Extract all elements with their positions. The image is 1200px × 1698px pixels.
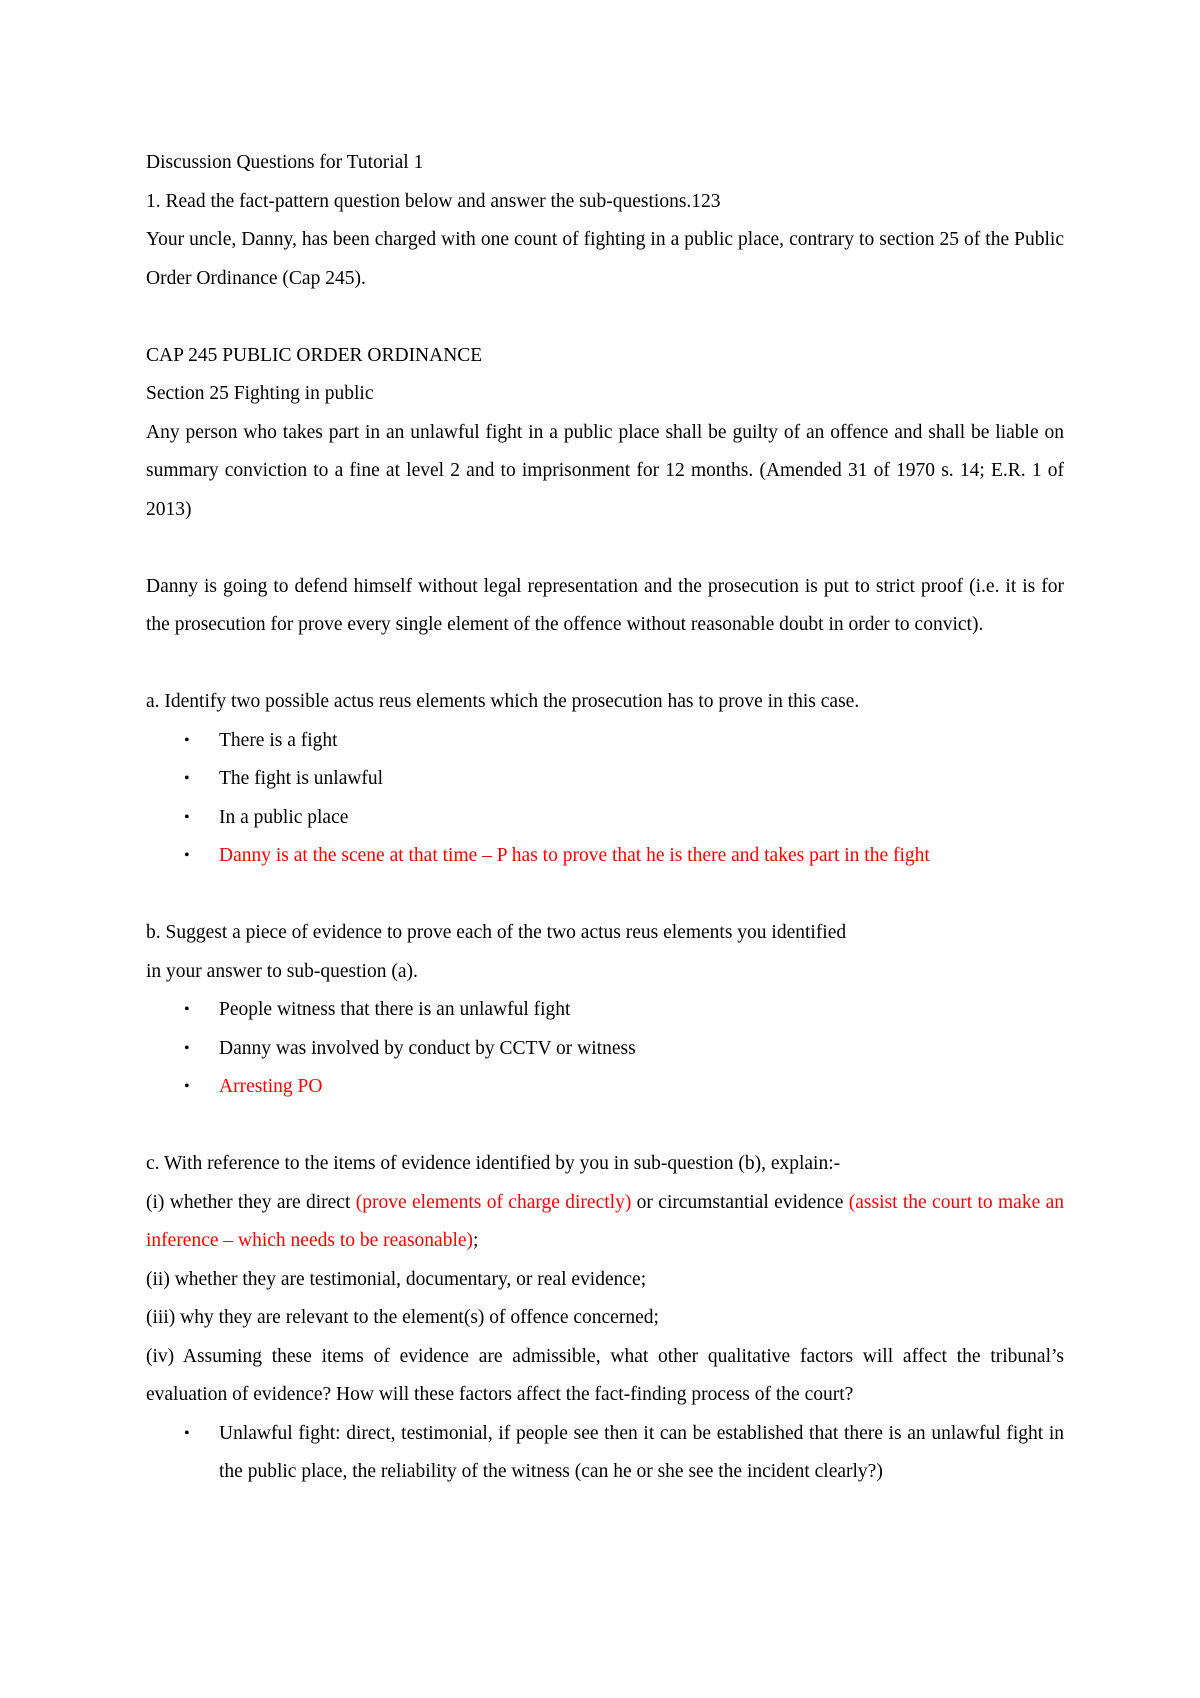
- document-title: Discussion Questions for Tutorial 1: [146, 152, 424, 173]
- question-c-iv: (iv) Assuming these items of evidence are admissible, what other qualitative factors will affect the tribunal’s evaluation of evidence? How will these factors affect the fact-finding process of the court?: [146, 1345, 1064, 1405]
- question-c-i: [146, 1184, 1064, 1261]
- question-c-ii: (ii) whether they are testimonial, documentary, or real evidence;: [146, 1268, 647, 1290]
- spacer: [146, 645, 1064, 684]
- question-b-line-2: in your answer to sub-question (a).: [146, 960, 418, 982]
- defence-text: Danny is going to defend himself without legal representation and the prosecution is put to strict proof (i.e. it is for the prosecution for prove every single element of the offence without reasonable doubt in order to convict).: [146, 575, 1064, 635]
- answer-c-item: Unlawful fight: direct, testimonial, if people see then it can be established that there is an unlawful fight in the public place, the reliability of the witness (can he or she see the incident clearly?): [219, 1422, 1064, 1482]
- answer-b-item: People witness that there is an unlawful fight: [219, 999, 571, 1020]
- question-c: c. With reference to the items of evidence identified by you in sub-question (b), explain:-: [146, 1153, 841, 1174]
- question-a: a. Identify two possible actus reus elements which the prosecution has to prove in this case.: [146, 691, 860, 712]
- question-c-i-text: (i) whether they are direct: [146, 1191, 356, 1213]
- question-c-i-annotation-direct: (prove elements of charge directly): [355, 1191, 632, 1213]
- list-item: [146, 1415, 1064, 1492]
- answer-a-list: [146, 722, 1064, 876]
- section-text: Any person who takes part in an unlawful fight in a public place shall be guilty of an offence and shall be liable on summary conviction to a fine at level 2 and to imprisonment for 12 months. (Amended 31 of 1970 s. 14; E.R. 1 of 2013): [146, 421, 1064, 520]
- answer-a-item: The fight is unlawful: [219, 768, 384, 789]
- list-item: [146, 837, 1064, 876]
- spacer: [146, 298, 1064, 337]
- list-item: [146, 799, 1064, 838]
- bullet-icon: •: [184, 1001, 190, 1018]
- question-c-i-annotation-circumstantial: (assist the court to make an inference – which needs to be reasonable): [146, 1191, 1064, 1251]
- document-body: [146, 144, 1064, 1492]
- question-c-i-text: or circumstantial evidence: [631, 1191, 849, 1213]
- question-c-i-end: ;: [473, 1230, 479, 1251]
- section-heading: Section 25 Fighting in public: [146, 383, 374, 404]
- answer-c-list: [146, 1415, 1064, 1492]
- spacer: [146, 876, 1064, 915]
- bullet-icon: •: [184, 808, 190, 826]
- answer-a-annotation: Danny is at the scene at that time – P has to prove that he is there and takes part in the fight: [219, 845, 930, 866]
- statute-heading: CAP 245 PUBLIC ORDER ORDINANCE: [146, 344, 483, 366]
- list-item: [146, 760, 1064, 799]
- answer-b-annotation: Arresting PO: [219, 1076, 323, 1097]
- question-b-line-1: b. Suggest a piece of evidence to prove each of the two actus reus elements you identified: [146, 922, 847, 943]
- answer-a-item: There is a fight: [219, 729, 338, 751]
- list-item: [146, 722, 1064, 761]
- list-item: [146, 991, 1064, 1030]
- list-item: [146, 1068, 1064, 1107]
- question-c-iii: (iii) why they are relevant to the element(s) of offence concerned;: [146, 1307, 659, 1328]
- bullet-icon: •: [184, 1078, 190, 1095]
- question-1-instruction: 1. Read the fact-pattern question below and answer the sub-questions.123: [146, 190, 721, 212]
- spacer: [146, 1107, 1064, 1146]
- answer-a-item: In a public place: [219, 806, 349, 828]
- answer-b-item: Danny was involved by conduct by CCTV or witness: [219, 1037, 636, 1059]
- spacer: [146, 529, 1064, 568]
- bullet-icon: •: [184, 1424, 190, 1442]
- fact-pattern-intro: Your uncle, Danny, has been charged with one count of fighting in a public place, contrary to section 25 of the Public Order Ordinance (Cap 245).: [146, 229, 1064, 289]
- bullet-icon: •: [184, 847, 190, 864]
- list-item: [146, 1030, 1064, 1069]
- bullet-icon: •: [184, 770, 190, 787]
- bullet-icon: •: [184, 731, 190, 749]
- answer-b-list: [146, 991, 1064, 1107]
- bullet-icon: •: [184, 1039, 190, 1057]
